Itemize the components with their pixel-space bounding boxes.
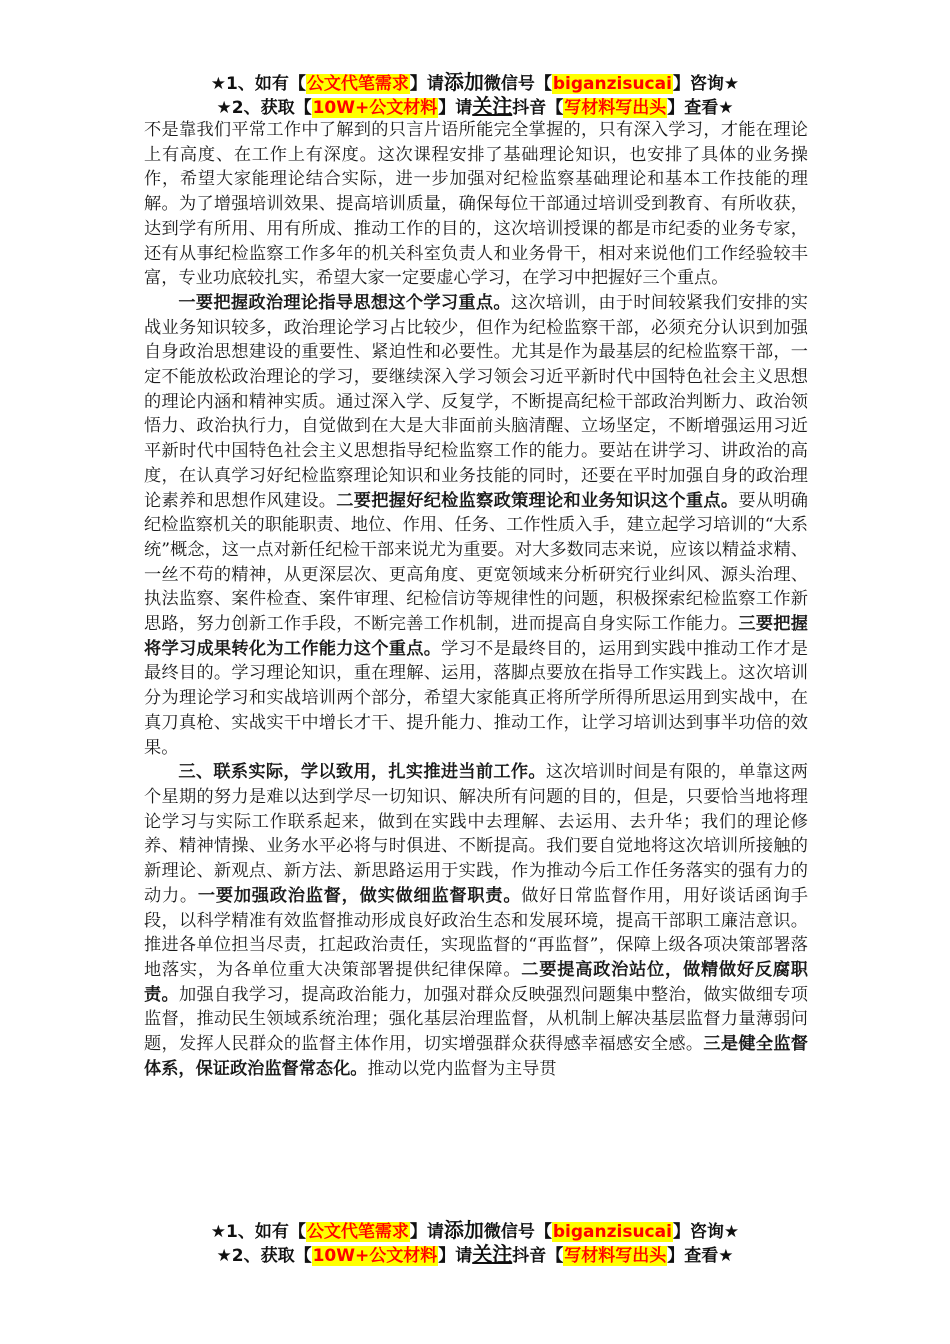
- banner-text: 抖音【: [512, 1246, 564, 1266]
- highlight-wechat-id[interactable]: biganzisucai: [552, 1222, 672, 1242]
- banner-line-2: [0, 1242, 950, 1266]
- banner-text: 】请: [438, 98, 473, 118]
- paragraph-text: 推动以党内监督为主导贯: [367, 1058, 557, 1079]
- document-body: [144, 118, 808, 1081]
- banner-text: 】咨询★: [672, 74, 740, 94]
- section-heading: 三、联系实际，学以致用，扎实推进当前工作。: [178, 762, 546, 783]
- paragraph-3: [144, 760, 808, 1081]
- highlight-douyin-account[interactable]: 写材料写出头: [564, 1246, 667, 1266]
- footer-banner: [0, 1218, 950, 1266]
- banner-emphasis: 添加: [443, 1218, 484, 1242]
- banner-line-1: [0, 1218, 950, 1242]
- key-point-heading: 一要加强政治监督，做实做细监督职责。: [197, 885, 522, 906]
- paragraph-text: 要从明确纪检监察机关的职能职责、地位、作用、任务、工作性质入手，建立起学习培训的“大系统”概念，这一点对新任纪检干部来说尤为重要。对大多数同志来说，应该以精益求精、一丝不苟的精神，从更深层次、更高角度、更宽领域来分析研究行业纠风、源头治理、执法监察、案件检查、案件审理、纪检信访等规律性的问题，积极探索纪检监察工作新思路，努力创新工作手段，不断完善工作机制，进而提高自身实际工作能力。: [144, 490, 808, 635]
- banner-line-2: [0, 94, 950, 118]
- banner-text: 】咨询★: [672, 1222, 740, 1242]
- banner-emphasis: 关注: [472, 94, 513, 118]
- banner-text: ★1、如有【: [210, 74, 306, 94]
- paragraph-1: 不是靠我们平常工作中了解到的只言片语所能完全掌握的，只有深入学习，才能在理论上有高度、在工作上有深度。这次课程安排了基础理论知识，也安排了具体的业务操作，希望大家能理论结合实际，进一步加强对纪检监察基础理论和基本工作技能的理解。为了增强培训效果、提高培训质量，确保每位干部通过培训受到教育、有所收获，达到学有所用、用有所成、推动工作的目的，这次培训授课的都是市纪委的业务专家，还有从事纪检监察工作多年的机关科室负责人和业务骨干，相对来说他们工作经验较丰富，专业功底较扎实，希望大家一定要虚心学习，在学习中把握好三个重点。: [144, 120, 808, 289]
- highlight-materials: 10W+公文材料: [312, 98, 438, 118]
- banner-text: 】请: [409, 74, 444, 94]
- banner-emphasis: 添加: [443, 70, 484, 94]
- banner-text: 】查看★: [667, 1246, 734, 1266]
- paragraph-2: [144, 291, 808, 760]
- key-point-heading: 一要把握政治理论指导思想这个学习重点。: [178, 292, 511, 313]
- paragraph-text: 这次培训，由于时间较紧我们安排的实战业务知识较多，政治理论学习占比较少，但作为纪检监察干部，必须充分认识到加强自身政治思想建设的重要性、紧迫性和必要性。尤其是作为最基层的纪检监察干部，一定不能放松政治理论的学习，要继续深入学习领会习近平新时代中国特色社会主义思想的理论内涵和精神实质。通过深入学、反复学，不断提高纪检干部政治判断力、政治领悟力、政治执行力，自觉做到在大是大非面前头脑清醒、立场坚定，不断增强运用习近平新时代中国特色社会主义思想指导纪检监察工作的能力。要站在讲学习、讲政治的高度，在认真学习好纪检监察理论知识和业务技能的同时，还要在平时加强自身的政治理论素养和思想作风建设。: [144, 292, 808, 511]
- banner-text: 】查看★: [667, 98, 734, 118]
- paragraph-text: 加强自我学习，提高政治能力，加强对群众反映强烈问题集中整治，做实做细专项监督，推动民生领域系统治理；强化基层治理监督，从机制上解决基层监督力量薄弱问题，发挥人民群众的监督主体作用，切实增强群众获得感幸福感安全感。: [144, 984, 808, 1055]
- highlight-service: 公文代笔需求: [306, 1222, 409, 1242]
- banner-emphasis: 关注: [472, 1242, 513, 1266]
- banner-text: 微信号【: [483, 1222, 552, 1242]
- header-banner: [0, 70, 950, 118]
- paragraph-text: 这次培训时间是有限的，单靠这两个星期的努力是难以达到学尽一切知识、解决所有问题的目的，但是，只要恰当地将理论学习与实际工作联系起来，做到在实践中去理解、去运用、去升华；我们的理论修养、精神情操、业务水平必将与时俱进、不断提高。我们要自觉地将这次培训所接触的新理论、新观点、新方法、新思路运用于实践，作为推动今后工作任务落实的强有力的动力。: [144, 762, 808, 906]
- highlight-wechat-id[interactable]: biganzisucai: [552, 74, 672, 94]
- key-point-heading: 二要提高政治站位，做精做好反腐职责。: [144, 959, 808, 1005]
- paragraph-text: 学习不是最终目的，运用到实践中推动工作才是最终目的。学习理论知识，重在理解、运用，落脚点要放在指导工作实践上。这次培训分为理论学习和实战培训两个部分，希望大家能真正将所学所得所思运用到实战中，在真刀真枪、实战实干中增长才干、提升能力、推动工作，让学习培训达到事半功倍的效果。: [144, 638, 808, 758]
- highlight-douyin-account[interactable]: 写材料写出头: [564, 98, 667, 118]
- banner-text: 】请: [409, 1222, 444, 1242]
- key-point-heading: 二要把握好纪检监察政策理论和业务知识这个重点。: [336, 490, 739, 511]
- key-point-heading: 三是健全监督体系，保证政治监督常态化。: [144, 1034, 808, 1079]
- banner-text: ★2、获取【: [216, 98, 312, 118]
- banner-text: 】请: [438, 1246, 473, 1266]
- banner-text: 微信号【: [483, 74, 552, 94]
- banner-line-1: [0, 70, 950, 94]
- highlight-materials: 10W+公文材料: [312, 1246, 438, 1266]
- key-point-heading: 三要把握将学习成果转化为工作能力这个重点。: [144, 614, 808, 659]
- banner-text: ★2、获取【: [216, 1246, 312, 1266]
- highlight-service: 公文代笔需求: [306, 74, 409, 94]
- banner-text: 抖音【: [512, 98, 564, 118]
- paragraph-text: 做好日常监督作用，用好谈话函询手段，以科学精准有效监督推动形成良好政治生态和发展环境，提高干部职工廉洁意识。推进各单位担当尽责，扛起政治责任，实现监督的“再监督”，保障上级各项决策部署落地落实，为各单位重大决策部署提供纪律保障。: [144, 885, 808, 980]
- banner-text: ★1、如有【: [210, 1222, 306, 1242]
